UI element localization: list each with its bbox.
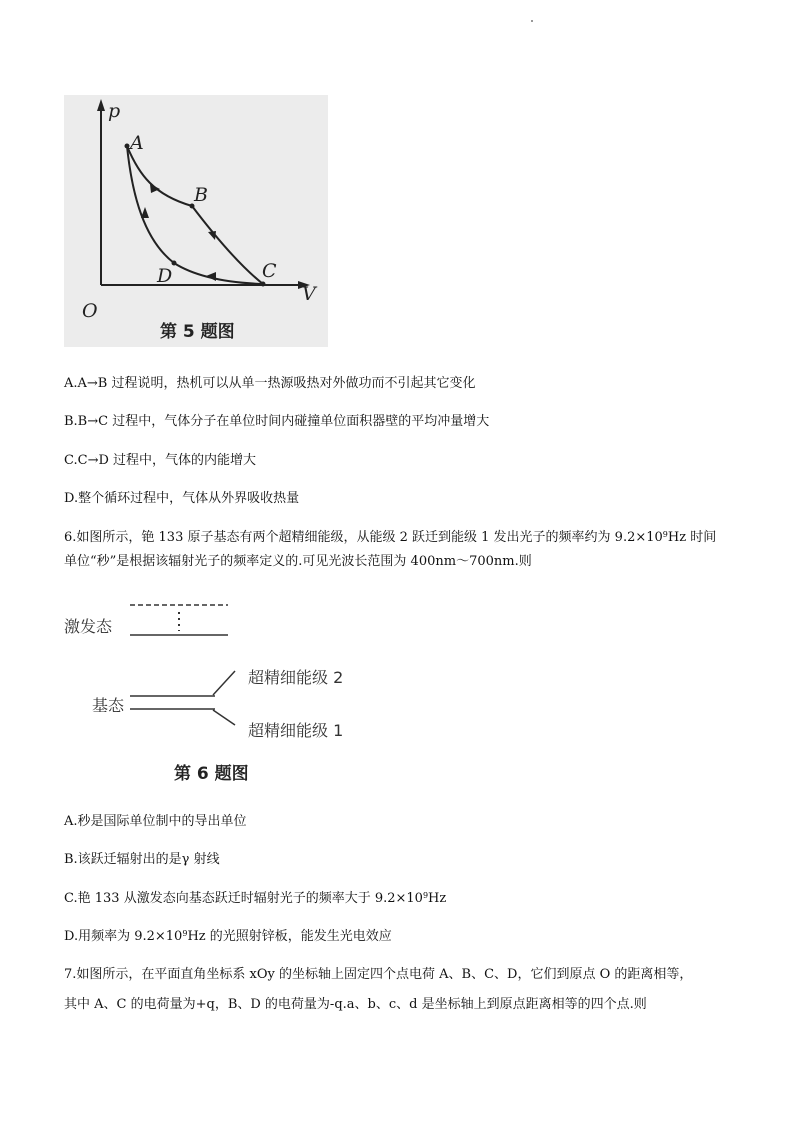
q6-option-d-text-b: Hz 的光照射锌板，能发生光电效应 [187,929,392,944]
q6-stem-line-2: 单位“秒”是根据该辐射光子的频率定义的.可见光波长范围为 400nm～700nm.则 [64,554,532,569]
page-mark [531,20,533,22]
q6-option-d-text-a: D.用频率为 9.2×10 [64,929,183,944]
q5-option-a: A.A→B 过程说明，热机可以从单一热源吸热对外做功而不引起其它变化 [64,376,476,391]
q6-option-c-text-b: Hz [428,891,447,906]
state-point-a [125,144,130,149]
q6-option-c-text-a: C.艳 133 从激发态向基态跃迁时辐射光子的频率大于 9.2×10 [64,891,423,906]
figure-6 [60,595,380,790]
label-c: C [262,260,277,282]
arrow-b-c [208,231,216,240]
q5-option-c: C.C→D 过程中，气体的内能增大 [64,453,257,468]
level-2-label: 超精细能级 2 [248,668,344,687]
label-p: p [108,100,121,122]
excited-state-label: 激发态 [64,617,113,636]
figure-5 [64,95,328,347]
q7-stem-line-1: 7.如图所示，在平面直角坐标系 xOy 的坐标轴上固定四个点电荷 A、B、C、D，它们到原点 O 的距离相等， [64,967,693,982]
q6-option-b: B.该跃迁辐射出的是γ 射线 [64,852,220,867]
state-point-c [261,282,266,287]
level-1-label: 超精细能级 1 [248,721,344,740]
q6-stem-text-b: Hz 时间 [667,530,717,545]
p-axis-arrow [97,99,105,111]
q5-option-b: B.B→C 过程中，气体分子在单位时间内碰撞单位面积器壁的平均冲量增大 [64,414,490,429]
curve-d-a [127,146,174,263]
q7-stem-line-2: 其中 A、C 的电荷量为+q，B、D 的电荷量为-q.a、b、c、d 是坐标轴上到原点距离相等的四个点.则 [64,997,647,1012]
q6-stem-text-a: 6.如图所示，铯 133 原子基态有两个超精细能级，从能级 2 跃迁到能级 1 发出光子的频率约为 9.2×10 [64,530,663,545]
label-origin: O [82,300,98,322]
ground-state-label: 基态 [92,696,125,715]
state-point-d [172,261,177,266]
q6-stem-line-1 [64,528,716,548]
q6-option-d-exponent: 9 [182,929,188,938]
arrow-d-a [141,207,149,218]
arrow-a-b [150,184,160,193]
label-b: B [194,184,208,206]
label-d: D [157,265,173,287]
q5-option-d: D.整个循环过程中，气体从外界吸收热量 [64,491,300,506]
curve-b-c [192,206,263,284]
q6-option-c-exponent: 9 [422,891,429,900]
q6-option-c [64,889,446,909]
label-v: V [302,283,316,305]
pointer-level-1 [213,710,235,725]
q6-stem-exponent: 9 [662,530,668,539]
q6-option-d [64,927,392,947]
arrow-c-d [206,272,216,281]
figure-6-caption: 第 6 题图 [174,764,249,784]
pointer-level-2 [213,671,235,695]
q6-option-a: A.秒是国际单位制中的导出单位 [64,814,247,829]
pv-diagram [64,95,328,347]
figure-5-caption: 第 5 题图 [160,322,235,342]
label-a: A [130,132,144,154]
